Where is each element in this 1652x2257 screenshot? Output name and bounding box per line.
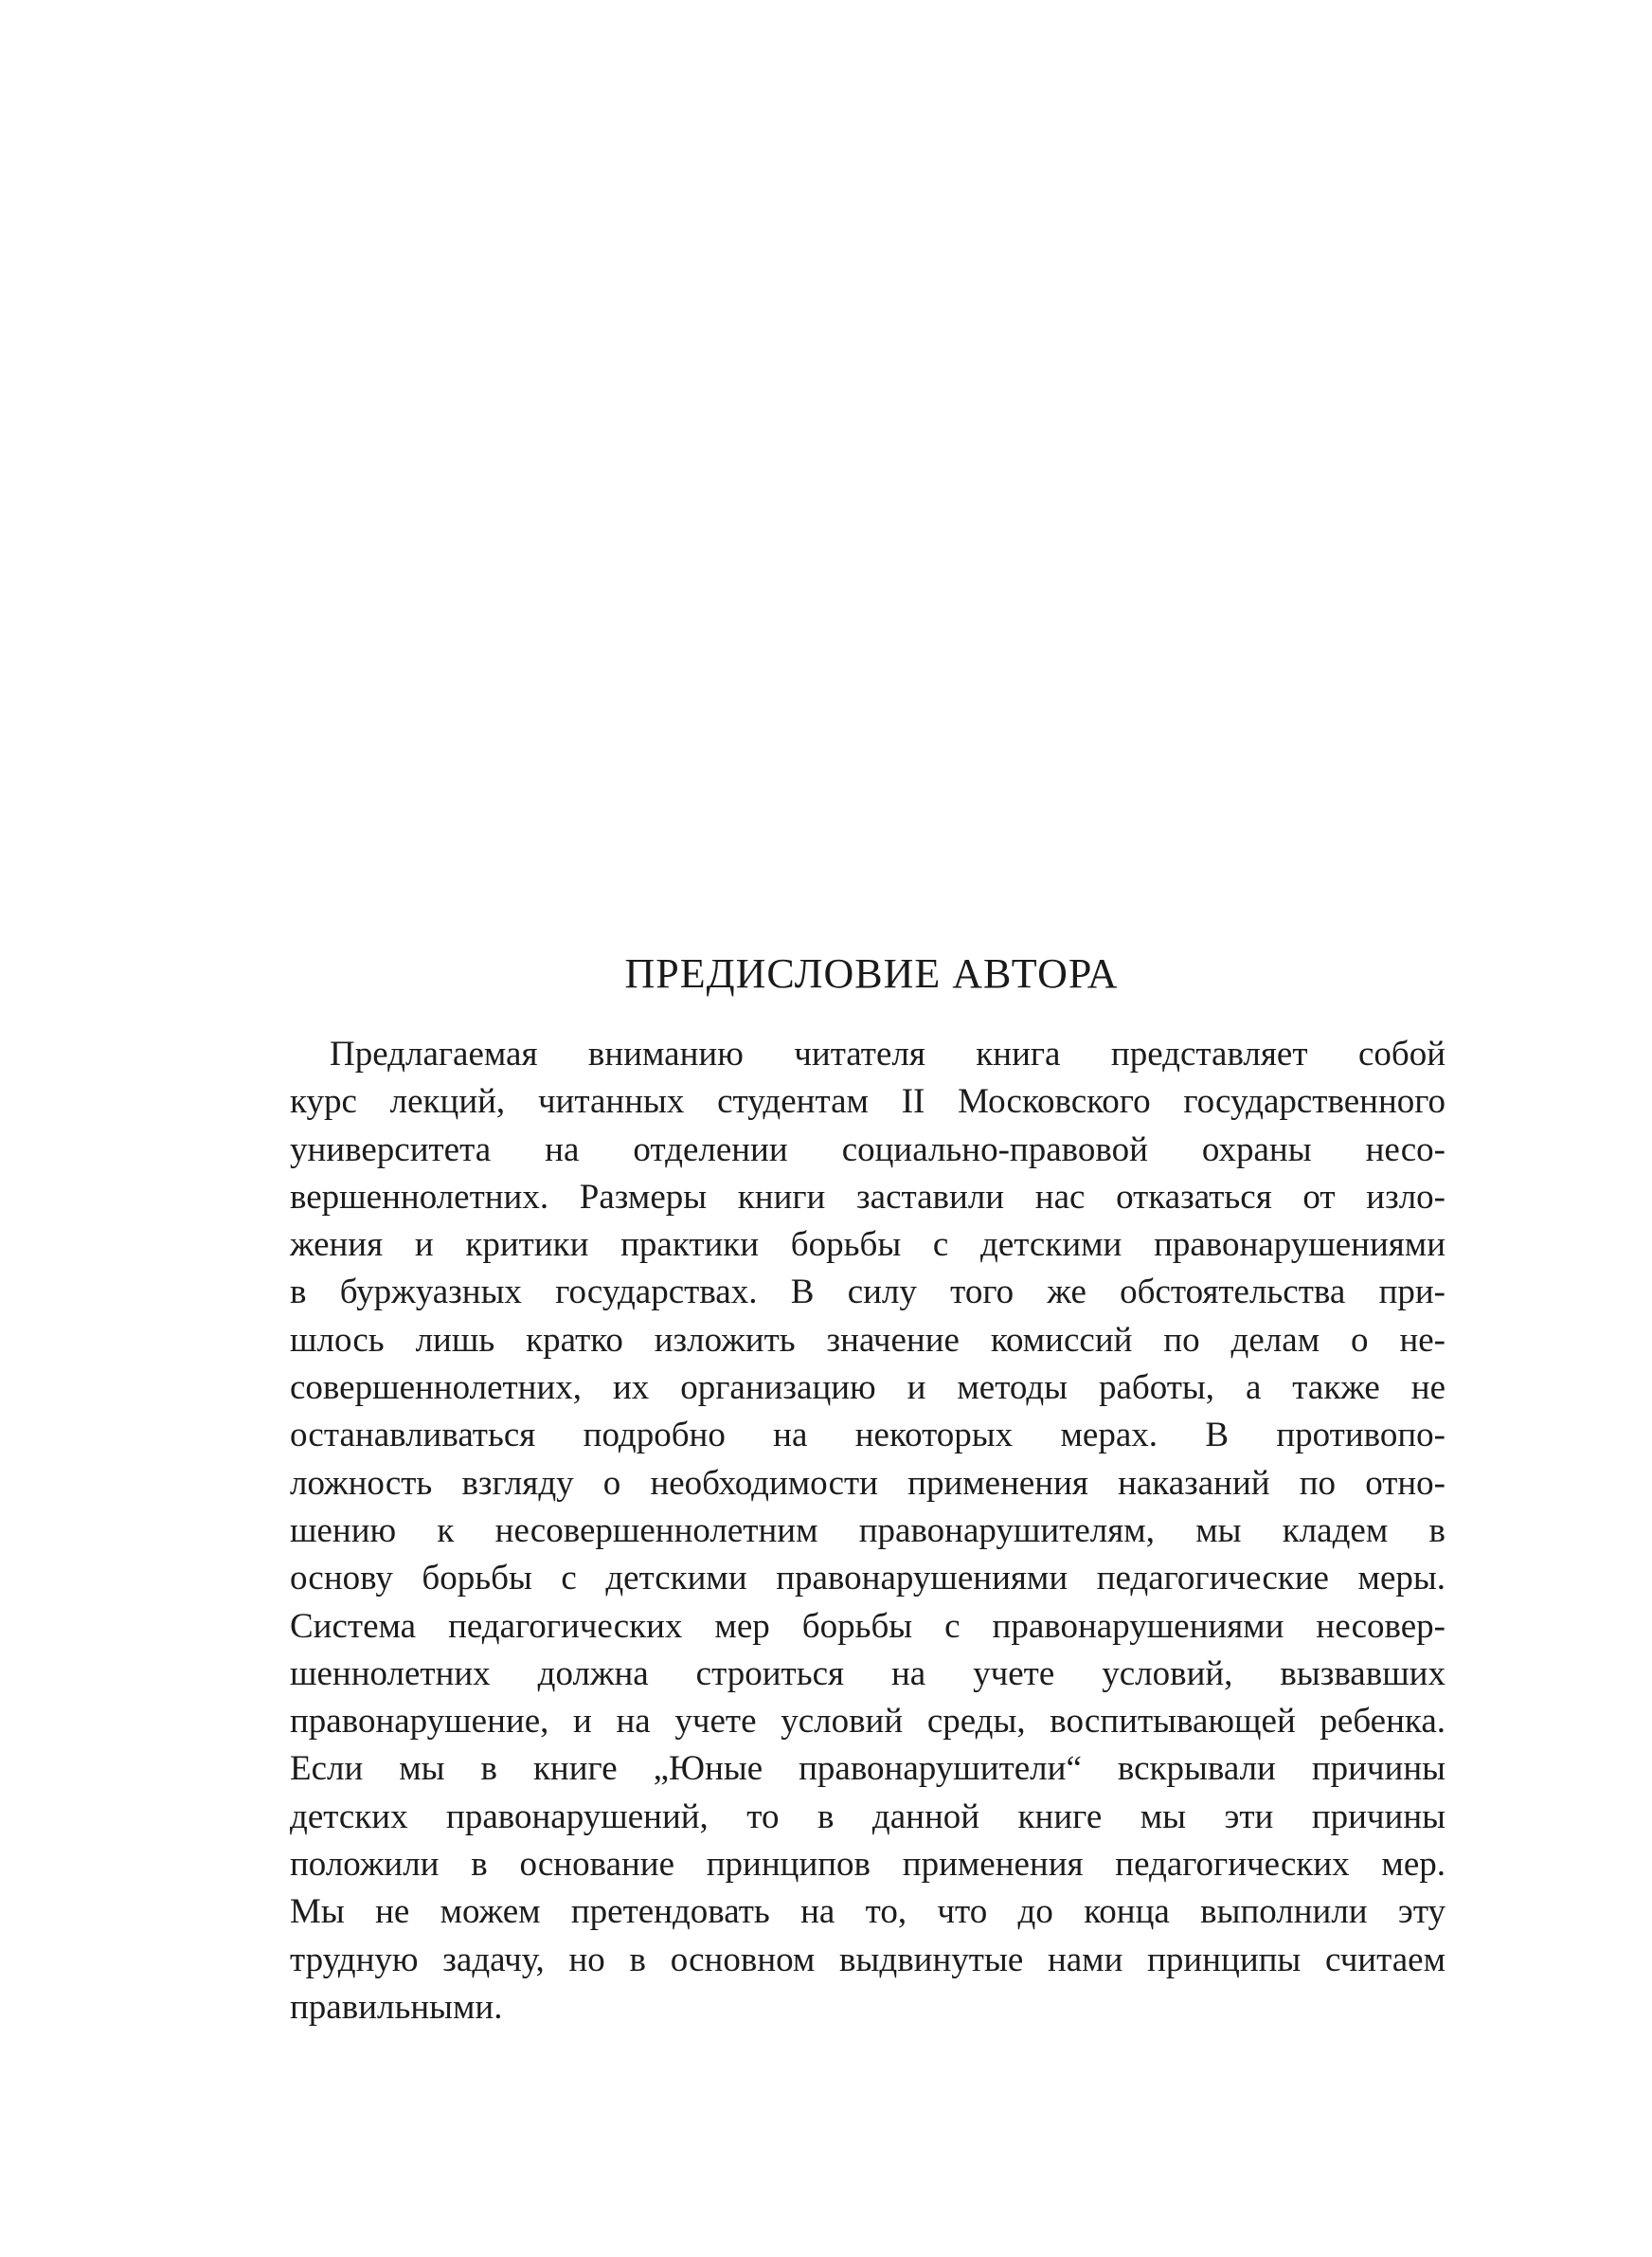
text-line: в буржуазных государствах. В силу того же обстоятельства при- bbox=[290, 1273, 1446, 1312]
text-line: детских правонарушений, то в данной книге мы эти причины bbox=[290, 1797, 1446, 1836]
text-line: трудную задачу, но в основном выдвинутые нами принципы считаем bbox=[290, 1940, 1446, 1979]
text-line: Если мы в книге „Юные правонарушители“ вскрывали причины bbox=[290, 1749, 1446, 1789]
preface-paragraph bbox=[290, 1031, 1446, 2031]
text-line: университета на отделении социально-правовой охраны несо- bbox=[290, 1129, 1446, 1169]
text-line: вершеннолетних. Размеры книги заставили нас отказаться от изло- bbox=[290, 1177, 1446, 1217]
text-line: Мы не можем претендовать на то, что до конца выполнили эту bbox=[290, 1892, 1446, 1932]
text-line: шеннолетних должна строиться на учете условий, вызвавших bbox=[290, 1653, 1446, 1693]
text-line: Предлагаемая вниманию читателя книга представляет собой bbox=[330, 1035, 1446, 1074]
text-line: ложность взгляду о необходимости применения наказаний по отно- bbox=[290, 1463, 1446, 1503]
text-line: Система педагогических мер борьбы с правонарушениями несовер- bbox=[290, 1606, 1446, 1646]
text-line: совершеннолетних, их организацию и методы работы, а также не bbox=[290, 1368, 1446, 1408]
text-line: правильными. bbox=[290, 1987, 503, 2027]
text-line: шению к несовершеннолетним правонарушителям, мы кладем в bbox=[290, 1510, 1446, 1550]
text-line: курс лекций, читанных студентам II Московского государственного bbox=[290, 1082, 1446, 1122]
text-line: положили в основание принципов применения педагогических мер. bbox=[290, 1845, 1446, 1885]
text-line: жения и критики практики борьбы с детскими правонарушениями bbox=[290, 1225, 1446, 1265]
text-line: правонарушение, и на учете условий среды, воспитывающей ребенка. bbox=[290, 1702, 1446, 1742]
page-title: ПРЕДИСЛОВИЕ АВТОРА bbox=[624, 950, 1119, 997]
text-line: останавливаться подробно на некоторых мерах. В противопо- bbox=[290, 1416, 1446, 1455]
text-line: основу борьбы с детскими правонарушениями педагогические меры. bbox=[290, 1559, 1446, 1598]
text-line: шлось лишь кратко изложить значение комиссий по делам о не- bbox=[290, 1320, 1446, 1360]
